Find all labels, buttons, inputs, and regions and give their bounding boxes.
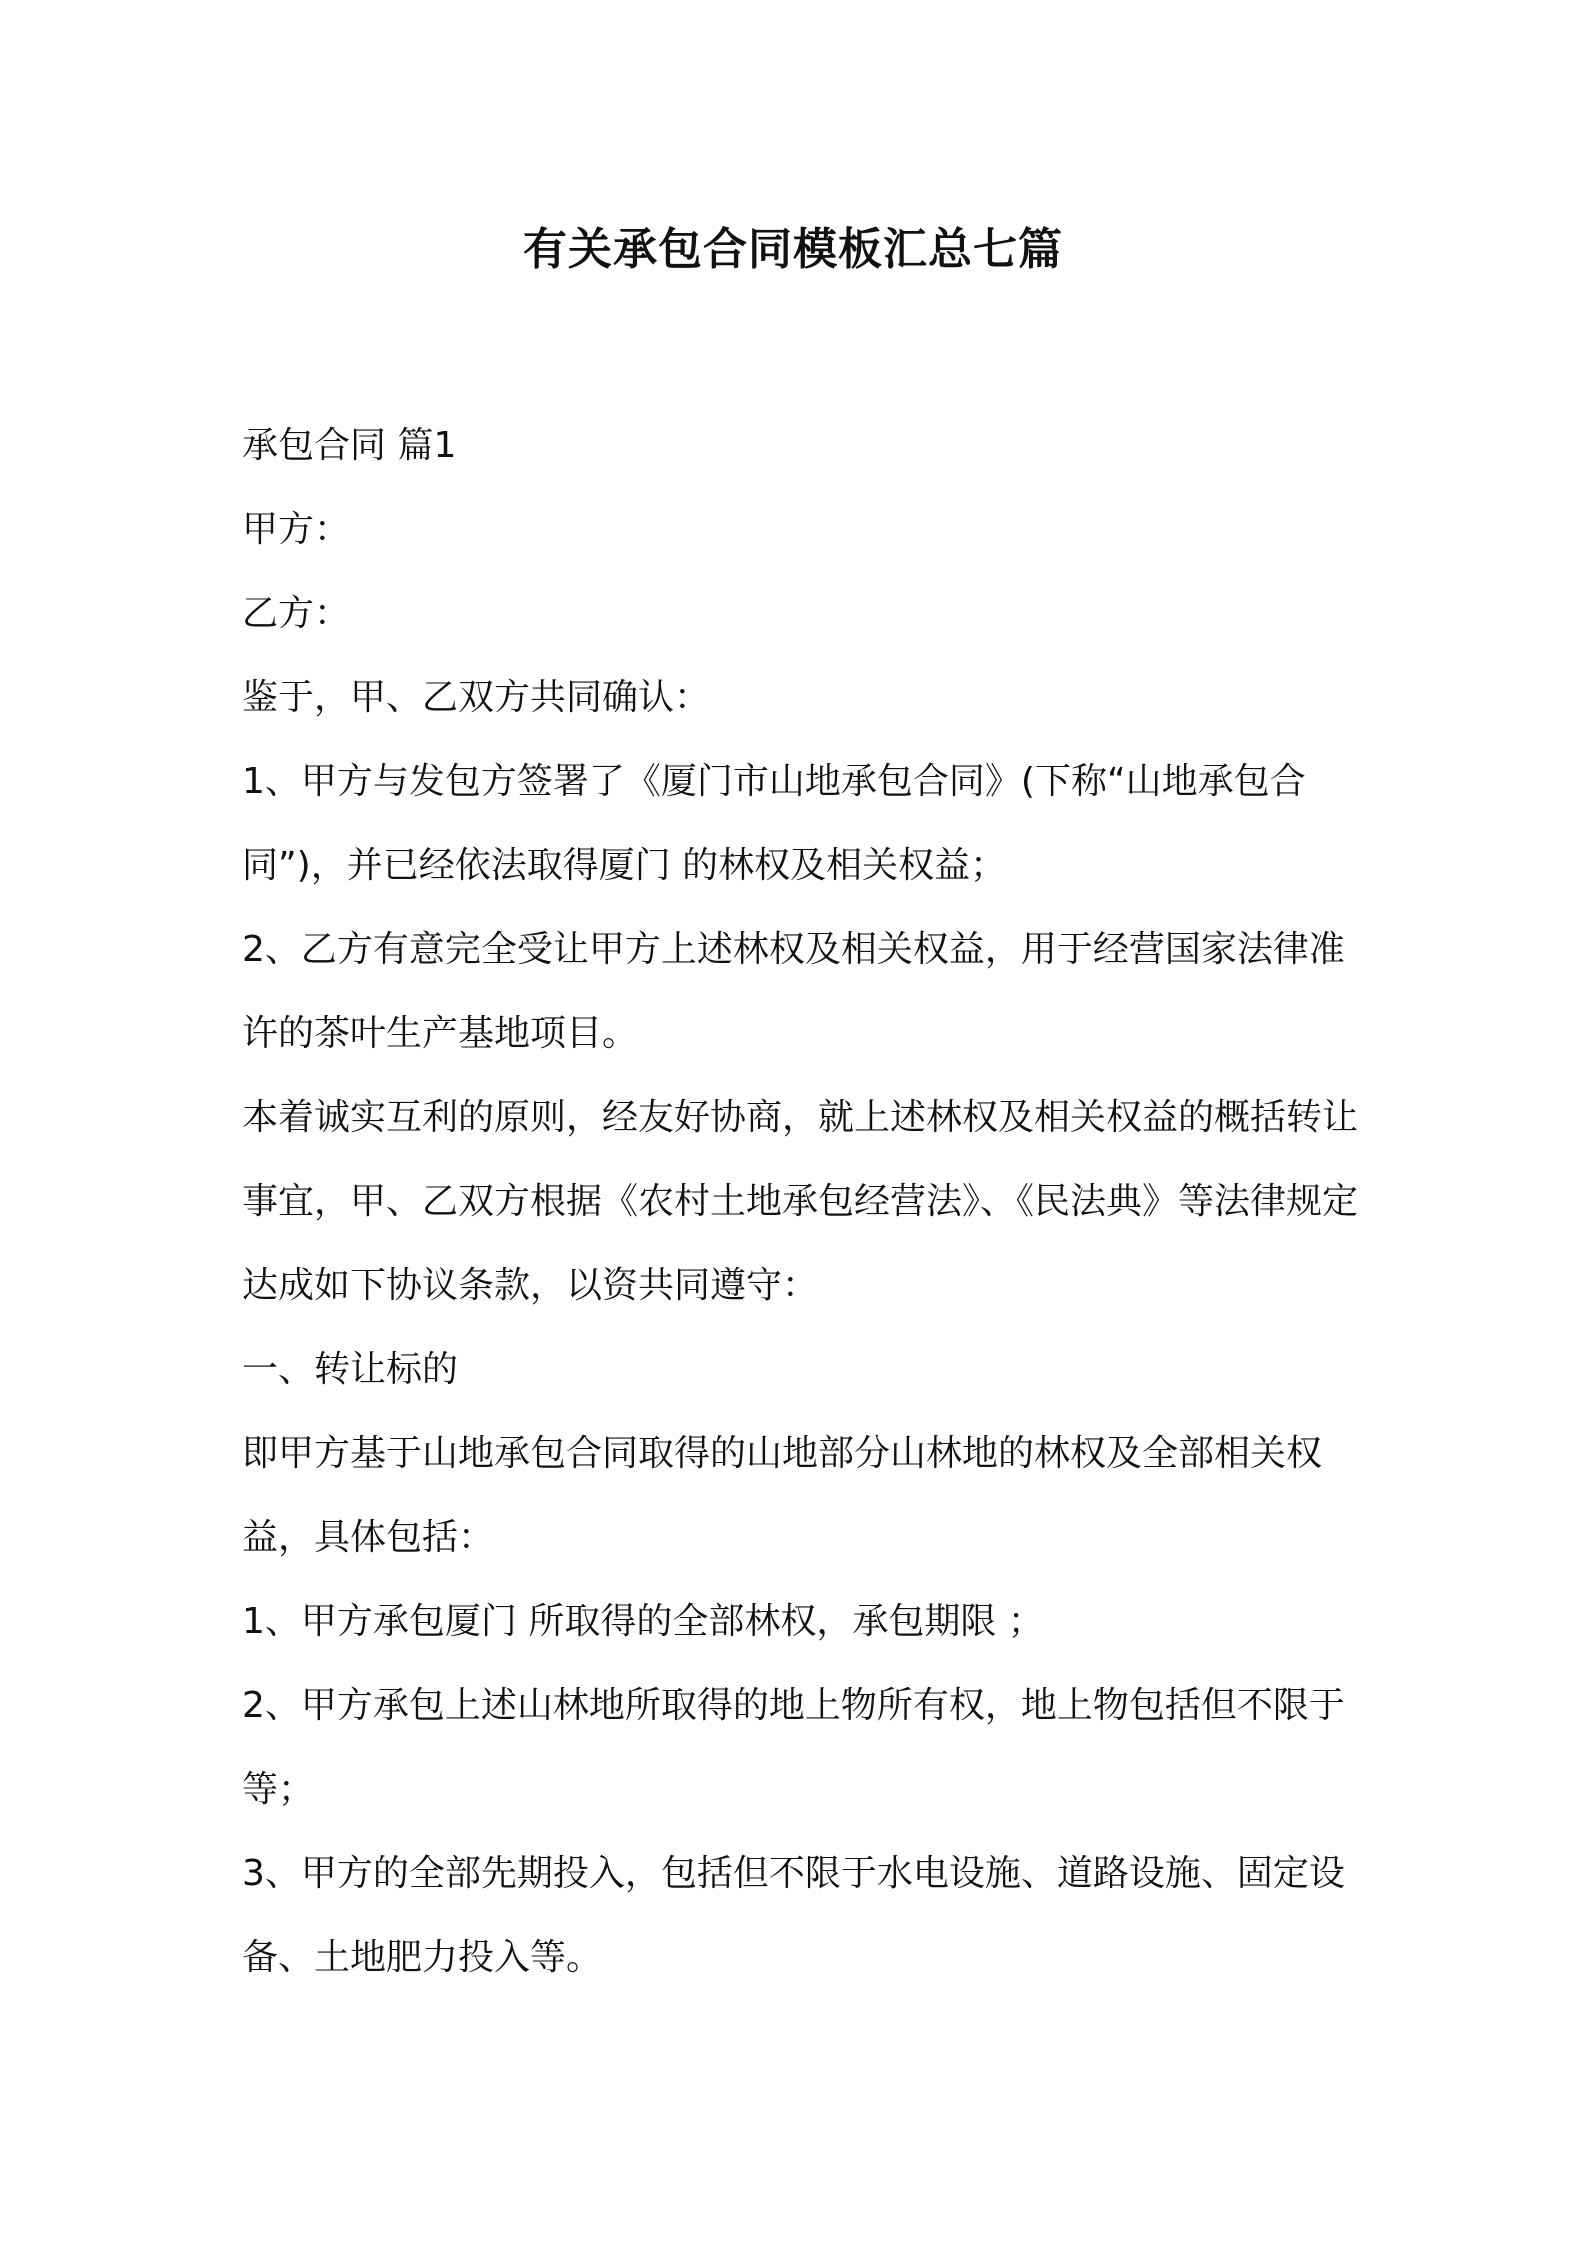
section-heading: 承包合同 篇1 <box>242 425 457 466</box>
clause-paragraph: 3、甲方的全部先期投入，包括但不限于水电设施、道路设施、固定设备、土地肥力投入等。 <box>242 1853 1345 1978</box>
document-body <box>242 404 1362 2000</box>
clause-paragraph: 1、甲方与发包方签署了《厦门市山地承包合同》(下称“山地承包合同”)，并已经依法取得厦门 的林权及相关权益； <box>242 761 1306 886</box>
body-paragraph: 即甲方基于山地承包合同取得的山地部分山林地的林权及全部相关权益，具体包括： <box>242 1433 1323 1558</box>
clause-paragraph: 2、甲方承包上述山林地所取得的地上物所有权，地上物包括但不限于 等； <box>242 1685 1357 1810</box>
party-b-line: 乙方： <box>242 593 351 634</box>
agreement-paragraph: 本着诚实互利的原则，经友好协商，就上述林权及相关权益的概括转让事宜，甲、乙双方根据《农村土地承包经营法》、《民法典》等法律规定达成如下协议条款，以资共同遵守： <box>242 1097 1359 1306</box>
party-a-line: 甲方： <box>242 509 351 550</box>
preamble-line: 鉴于，甲、乙双方共同确认： <box>242 677 711 718</box>
clause-paragraph: 1、甲方承包厦门 所取得的全部林权，承包期限 ； <box>242 1601 1044 1642</box>
clause-paragraph: 2、乙方有意完全受让甲方上述林权及相关权益，用于经营国家法律准许的茶叶生产基地项目。 <box>242 929 1345 1054</box>
subsection-heading: 一、转让标的 <box>242 1349 459 1390</box>
document-title: 有关承包合同模板汇总七篇 <box>523 224 1063 275</box>
